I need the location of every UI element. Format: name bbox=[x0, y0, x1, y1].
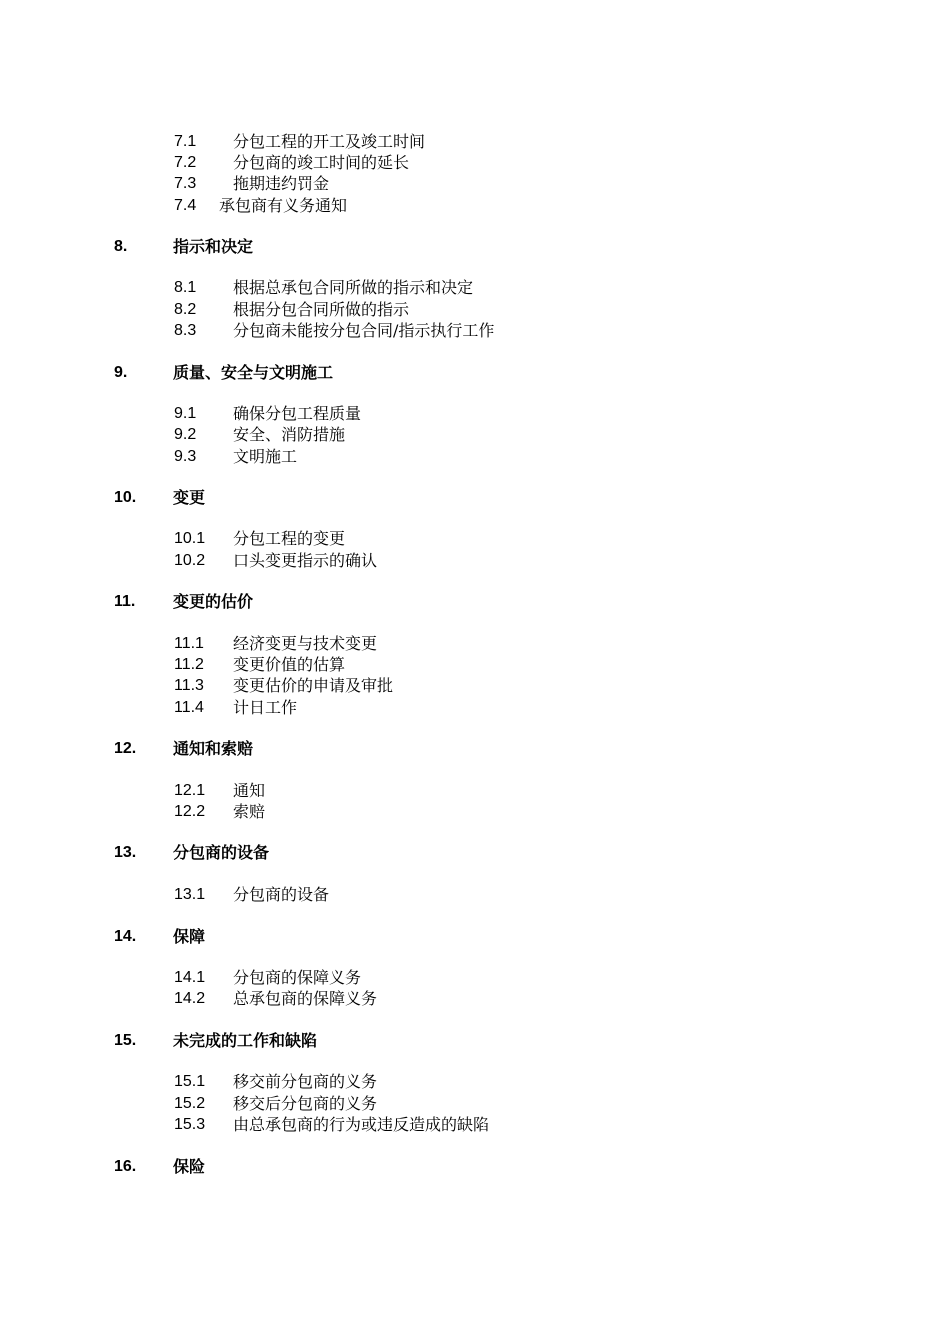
toc-item-text: 通知 bbox=[233, 781, 266, 800]
toc-item-number: 7.3 bbox=[174, 175, 197, 192]
toc-item-text: 分包商的保障义务 bbox=[233, 968, 362, 987]
toc-item-text: 移交前分包商的义务 bbox=[233, 1072, 378, 1091]
section-title: 未完成的工作和缺陷 bbox=[173, 1031, 318, 1050]
toc-item-text: 变更价值的估算 bbox=[233, 655, 346, 674]
section-title: 保险 bbox=[173, 1157, 206, 1176]
toc-item-number: 10.2 bbox=[174, 552, 206, 569]
toc-item-text: 口头变更指示的确认 bbox=[233, 551, 378, 570]
section-number: 15. bbox=[114, 1032, 137, 1049]
section-number: 9. bbox=[114, 364, 128, 381]
toc-item-text: 变更估价的申请及审批 bbox=[233, 676, 394, 695]
section-title: 变更的估价 bbox=[173, 592, 254, 611]
toc-item-number: 14.2 bbox=[174, 990, 206, 1007]
section-title: 通知和索赔 bbox=[173, 739, 254, 758]
toc-item-number: 11.1 bbox=[174, 635, 204, 652]
toc-item-text: 文明施工 bbox=[233, 447, 298, 466]
toc-item-number: 12.1 bbox=[174, 782, 206, 799]
toc-item-number: 7.4 bbox=[174, 197, 197, 214]
section-title: 质量、安全与文明施工 bbox=[173, 363, 334, 382]
section-number: 14. bbox=[114, 928, 137, 945]
toc-item-number: 15.2 bbox=[174, 1095, 206, 1112]
toc-item-text: 根据分包合同所做的指示 bbox=[233, 300, 410, 319]
toc-item-number: 9.1 bbox=[174, 405, 197, 422]
section-title: 分包商的设备 bbox=[173, 843, 270, 862]
toc-item-number: 11.4 bbox=[174, 699, 204, 716]
toc-item-text: 经济变更与技术变更 bbox=[233, 634, 378, 653]
toc-item-number: 11.2 bbox=[174, 656, 204, 673]
toc-item-number: 10.1 bbox=[174, 530, 206, 547]
section-number: 12. bbox=[114, 740, 137, 757]
toc-item-number: 14.1 bbox=[174, 969, 206, 986]
toc-item-text: 根据总承包合同所做的指示和决定 bbox=[233, 278, 474, 297]
toc-item-text: 确保分包工程质量 bbox=[233, 404, 362, 423]
section-number: 13. bbox=[114, 844, 137, 861]
toc-item-text: 承包商有义务通知 bbox=[219, 196, 348, 215]
toc-item-number: 9.3 bbox=[174, 448, 197, 465]
toc-item-text: 总承包商的保障义务 bbox=[233, 989, 378, 1008]
toc-item-number: 8.3 bbox=[174, 322, 197, 339]
toc-item-number: 13.1 bbox=[174, 886, 206, 903]
section-title: 指示和决定 bbox=[173, 237, 254, 256]
toc-item-text: 分包商的设备 bbox=[233, 885, 330, 904]
toc-item-number: 9.2 bbox=[174, 426, 197, 443]
section-number: 8. bbox=[114, 238, 128, 255]
toc-item-text: 计日工作 bbox=[233, 698, 298, 717]
toc-item-text: 分包商的竣工时间的延长 bbox=[233, 153, 410, 172]
toc-item-text: 安全、消防措施 bbox=[233, 425, 346, 444]
toc-item-text: 拖期违约罚金 bbox=[233, 174, 330, 193]
section-title: 保障 bbox=[173, 927, 206, 946]
toc-item-number: 15.1 bbox=[174, 1073, 206, 1090]
toc-item-text: 由总承包商的行为或违反造成的缺陷 bbox=[233, 1115, 490, 1134]
toc-item-text: 索赔 bbox=[233, 802, 266, 821]
toc-item-number: 12.2 bbox=[174, 803, 206, 820]
section-number: 16. bbox=[114, 1158, 137, 1175]
toc-item-number: 8.1 bbox=[174, 279, 197, 296]
toc-item-text: 分包工程的开工及竣工时间 bbox=[233, 132, 426, 151]
toc-item-text: 分包商未能按分包合同/指示执行工作 bbox=[233, 321, 495, 340]
toc-item-number: 7.2 bbox=[174, 154, 197, 171]
toc-item-text: 分包工程的变更 bbox=[233, 529, 346, 548]
toc-item-number: 8.2 bbox=[174, 301, 197, 318]
toc-item-number: 7.1 bbox=[174, 133, 197, 150]
toc-item-number: 15.3 bbox=[174, 1116, 206, 1133]
toc-item-text: 移交后分包商的义务 bbox=[233, 1094, 378, 1113]
section-title: 变更 bbox=[173, 488, 206, 507]
toc-item-number: 11.3 bbox=[174, 677, 204, 694]
section-number: 11. bbox=[114, 593, 136, 610]
section-number: 10. bbox=[114, 489, 137, 506]
